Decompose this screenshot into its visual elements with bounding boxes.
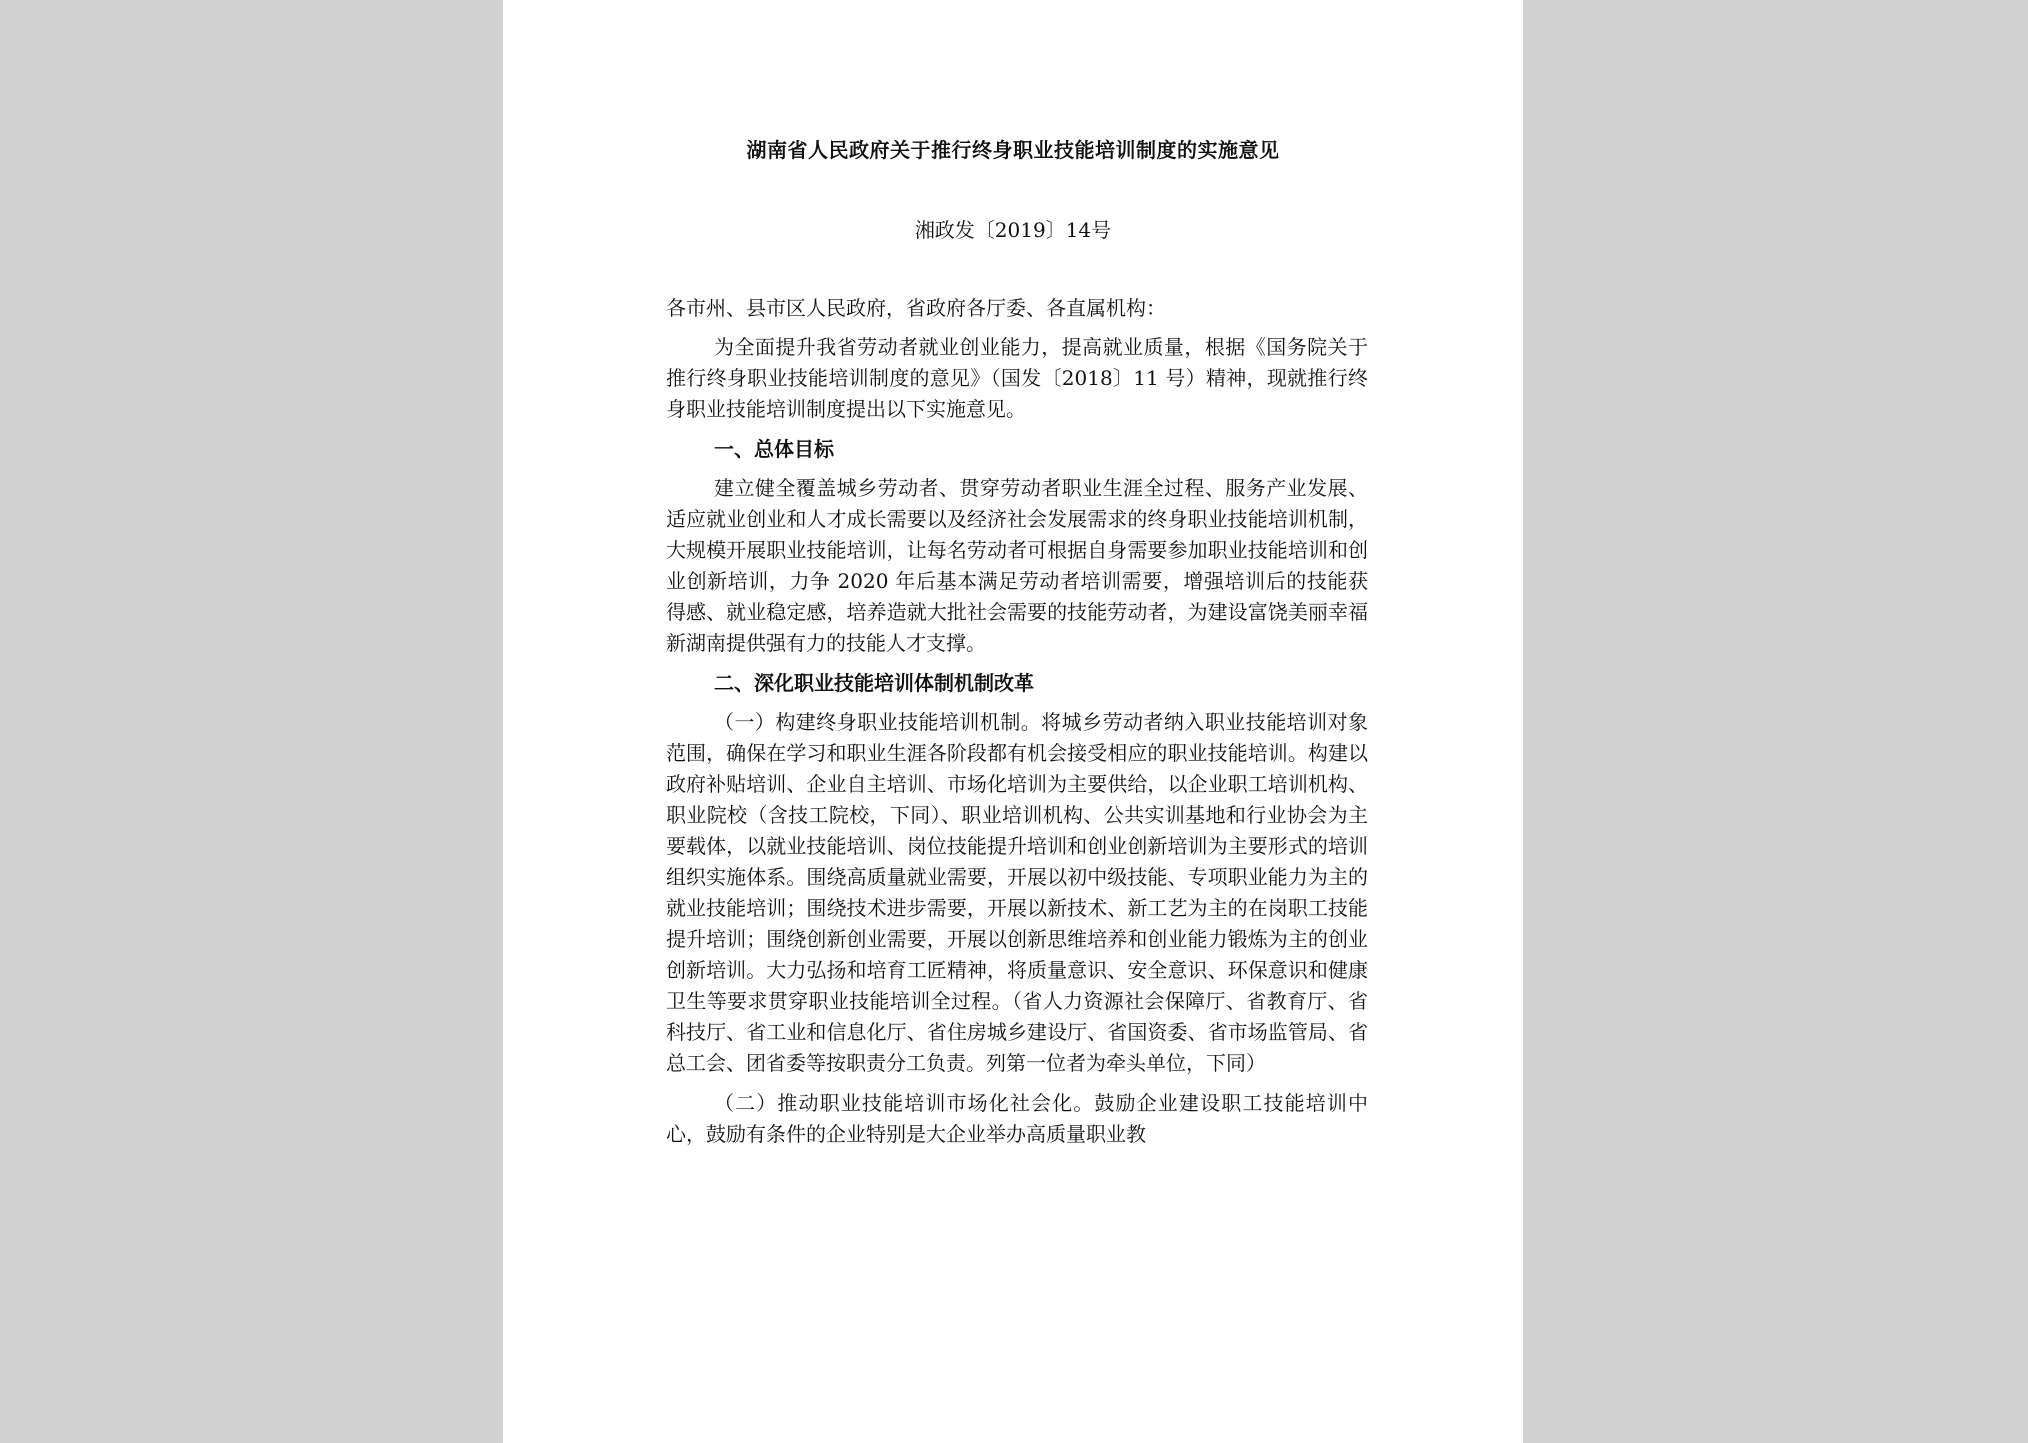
section-1-heading: 一、总体目标 [714, 437, 834, 461]
section-2-item-2: （二）推动职业技能培训市场化社会化。鼓励企业建设职工技能培训中心，鼓励有条件的企业特别是大企业举办高质量职业教 [666, 1091, 1368, 1146]
section-2-item-1: （一）构建终身职业技能培训机制。将城乡劳动者纳入职业技能培训对象范围，确保在学习和职业生涯各阶段都有机会接受相应的职业技能培训。构建以政府补贴培训、企业自主培训、市场化培训为主要供给，以企业职工培训机构、职业院校（含技工院校，下同）、职业培训机构、公共实训基地和行业协会为主要载体，以就业技能培训、岗位技能提升培训和创业创新培训为主要形式的培训组织实施体系。围绕高质量就业需要，开展以初中级技能、专项职业能力为主的就业技能培训；围绕技术进步需要，开展以新技术、新工艺为主的在岗职工技能提升培训；围绕创新创业需要，开展以创新思维培养和创业能力锻炼为主的创业创新培训。大力弘扬和培育工匠精神，将质量意识、安全意识、环保意识和健康卫生等要求贯穿职业技能培训全过程。（省人力资源社会保障厅、省教育厅、省科技厅、省工业和信息化厅、省住房城乡建设厅、省国资委、省市场监管局、省总工会、团省委等按职责分工负责。列第一位者为牵头单位，下同） [666, 710, 1368, 1075]
document-body [666, 293, 1368, 1150]
salutation: 各市州、县市区人民政府，省政府各厅委、各直属机构： [666, 296, 1166, 320]
document-title: 湖南省人民政府关于推行终身职业技能培训制度的实施意见 [746, 138, 1280, 162]
section-1-paragraph: 建立健全覆盖城乡劳动者、贯穿劳动者职业生涯全过程、服务产业发展、适应就业创业和人才成长需要以及经济社会发展需求的终身职业技能培训机制，大规模开展职业技能培训，让每名劳动者可根据自身需要参加职业技能培训和创业创新培训，力争 2020 年后基本满足劳动者培训需要，增强培训后的技能获得感、就业稳定感，培养造就大批社会需要的技能劳动者，为建设富饶美丽幸福新湖南提供强有力的技能人才支撑。 [666, 476, 1368, 655]
document-number: 湘政发〔2019〕14号 [914, 218, 1112, 242]
intro-paragraph: 为全面提升我省劳动者就业创业能力，提高就业质量，根据《国务院关于推行终身职业技能培训制度的意见》（国发〔2018〕11 号）精神，现就推行终身职业技能培训制度提出以下实施意见。 [666, 335, 1368, 421]
document-page [503, 0, 1523, 1443]
section-2-heading: 二、深化职业技能培训体制机制改革 [714, 671, 1034, 695]
